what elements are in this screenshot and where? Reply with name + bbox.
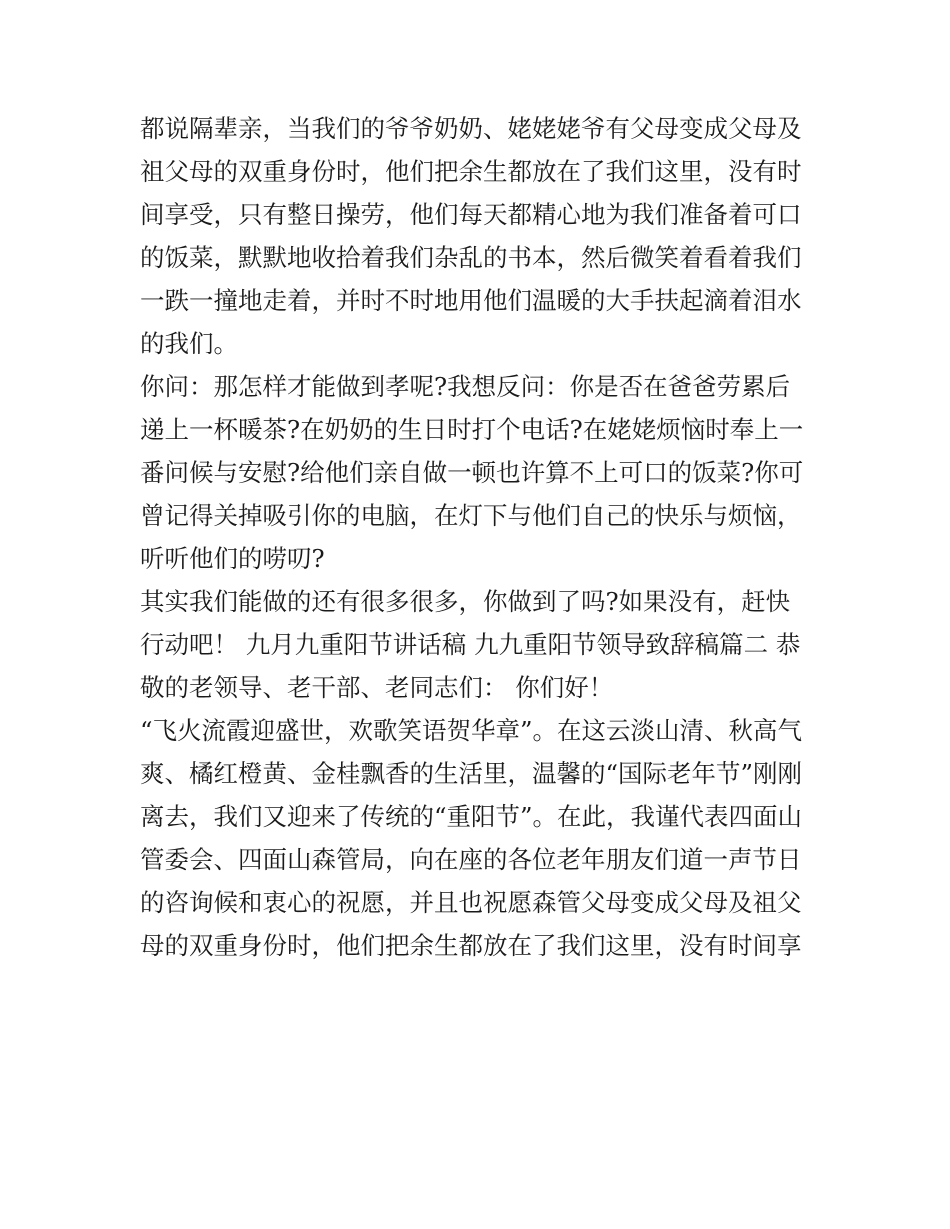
document-body [140, 107, 820, 967]
text-line: 的我们。 [140, 329, 238, 358]
text-line: 的咨询候和衷心的祝愿，并且也祝愿森管父母变成父母及祖父 [140, 888, 802, 917]
text-line: 间享受，只有整日操劳，他们每天都精心地为我们准备着可口 [140, 200, 802, 229]
paragraph-grandparents [140, 107, 820, 365]
text-line: 离去，我们又迎来了传统的“重阳节”。在此，我谨代表四面山 [140, 802, 803, 831]
text-line: 母的双重身份时，他们把余生都放在了我们这里，没有时间享 [140, 931, 802, 960]
text-line: 你问：那怎样才能做到孝呢?我想反问：你是否在爸爸劳累后 [140, 372, 791, 401]
text-line: 敬的老领导、老干部、老同志们： 你们好！ [140, 673, 614, 702]
text-line: 一跌一撞地走着，并时不时地用他们温暖的大手扶起滴着泪水 [140, 286, 802, 315]
text-line: 爽、橘红橙黄、金桂飘香的生活里，温馨的“国际老年节”刚刚 [140, 759, 803, 788]
paragraph-speech [140, 709, 820, 967]
text-line: 听听他们的唠叨? [140, 544, 325, 573]
text-line: 其实我们能做的还有很多很多，你做到了吗?如果没有，赶快 [140, 587, 791, 616]
paragraph-action [140, 580, 820, 709]
text-line: 行动吧！ 九月九重阳节讲话稿 九九重阳节领导致辞稿篇二 恭 [140, 630, 801, 659]
text-line: “飞火流霞迎盛世，欢歌笑语贺华章”。在这云淡山清、秋高气 [140, 716, 803, 745]
text-line: 管委会、四面山森管局，向在座的各位老年朋友们道一声节日 [140, 845, 802, 874]
paragraph-question [140, 365, 820, 580]
text-line: 递上一杯暖茶?在奶奶的生日时打个电话?在姥姥烦恼时奉上一 [140, 415, 804, 444]
text-line: 都说隔辈亲，当我们的爷爷奶奶、姥姥姥爷有父母变成父母及 [140, 114, 802, 143]
text-line: 番问候与安慰?给他们亲自做一顿也许算不上可口的饭菜?你可 [140, 458, 804, 487]
text-line: 曾记得关掉吸引你的电脑，在灯下与他们自己的快乐与烦恼， [140, 501, 802, 530]
text-line: 的饭菜，默默地收拾着我们杂乱的书本，然后微笑着看着我们 [140, 243, 802, 272]
text-line: 祖父母的双重身份时，他们把余生都放在了我们这里，没有时 [140, 157, 802, 186]
